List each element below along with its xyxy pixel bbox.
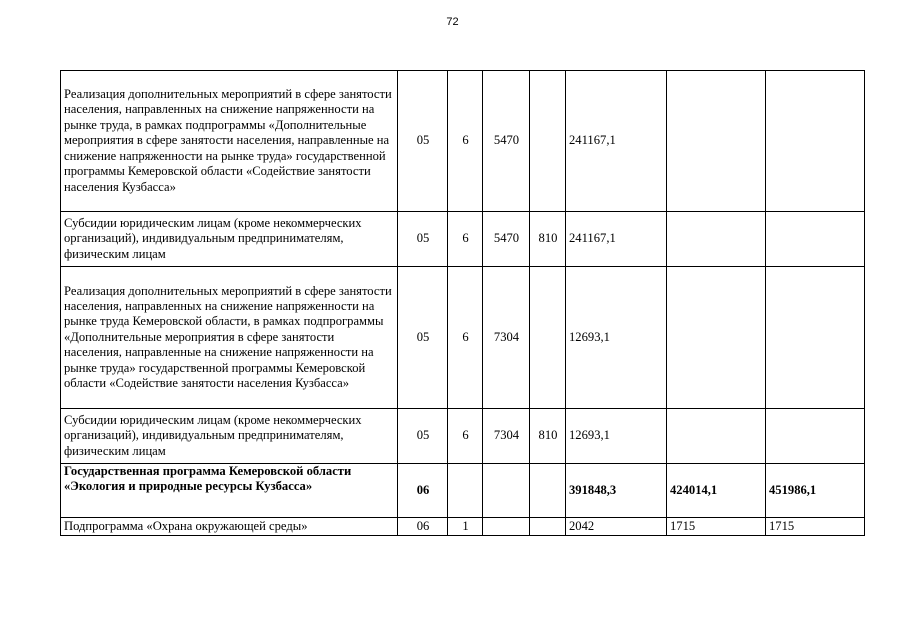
amount-year-3: 1715	[766, 518, 865, 536]
section-code: 06	[398, 464, 448, 518]
subsection-code: 6	[448, 267, 483, 409]
amount-year-2	[667, 267, 766, 409]
section-code: 05	[398, 409, 448, 464]
row-description: Субсидии юридическим лицам (кроме некоммерческих организаций), индивидуальным предпринимателям, физическим лицам	[61, 212, 398, 267]
section-code: 05	[398, 212, 448, 267]
article-code	[483, 464, 530, 518]
amount-year-1: 241167,1	[566, 71, 667, 212]
amount-year-2	[667, 71, 766, 212]
amount-year-3	[766, 267, 865, 409]
section-code: 05	[398, 71, 448, 212]
expense-type-code: 810	[530, 212, 566, 267]
row-description: Государственная программа Кемеровской области «Экология и природные ресурсы Кузбасса»	[61, 464, 398, 518]
table-row	[61, 518, 865, 536]
article-code: 7304	[483, 267, 530, 409]
subsection-code: 6	[448, 212, 483, 267]
expense-type-code	[530, 518, 566, 536]
subsection-code: 1	[448, 518, 483, 536]
row-description: Подпрограмма «Охрана окружающей среды»	[61, 518, 398, 536]
table-row	[61, 464, 865, 518]
amount-year-3: 451986,1	[766, 464, 865, 518]
section-code: 06	[398, 518, 448, 536]
row-description: Реализация дополнительных мероприятий в сфере занятости населения, направленных на снижение напряженности на рынке труда Кемеровской области, в рамках подпрограммы «Дополнительные мероприятия в сфере занятости населения, направленные на снижение напряженности на рынке труда» государственной программы Кемеровской области «Содействие занятости населения Кузбасса»	[61, 267, 398, 409]
amount-year-1: 391848,3	[566, 464, 667, 518]
amount-year-1: 241167,1	[566, 212, 667, 267]
page-number: 72	[446, 16, 459, 28]
table-row	[61, 267, 865, 409]
article-code: 5470	[483, 71, 530, 212]
budget-table	[60, 70, 865, 536]
article-code	[483, 518, 530, 536]
amount-year-1: 12693,1	[566, 409, 667, 464]
table-row	[61, 409, 865, 464]
amount-year-2: 1715	[667, 518, 766, 536]
article-code: 7304	[483, 409, 530, 464]
subsection-code: 6	[448, 409, 483, 464]
section-code: 05	[398, 267, 448, 409]
expense-type-code	[530, 464, 566, 518]
table-row	[61, 71, 865, 212]
amount-year-1: 12693,1	[566, 267, 667, 409]
amount-year-3	[766, 409, 865, 464]
amount-year-2	[667, 212, 766, 267]
amount-year-1: 2042	[566, 518, 667, 536]
article-code: 5470	[483, 212, 530, 267]
subsection-code	[448, 464, 483, 518]
expense-type-code	[530, 71, 566, 212]
amount-year-2: 424014,1	[667, 464, 766, 518]
expense-type-code: 810	[530, 409, 566, 464]
subsection-code: 6	[448, 71, 483, 212]
expense-type-code	[530, 267, 566, 409]
table-row	[61, 212, 865, 267]
amount-year-3	[766, 71, 865, 212]
row-description: Реализация дополнительных мероприятий в сфере занятости населения, направленных на снижение напряженности на рынке труда, в рамках подпрограммы «Дополнительные мероприятия в сфере занятости населения, направленные на снижение напряженности на рынке труда» государственной программы Кемеровской области «Содействие занятости населения Кузбасса»	[61, 71, 398, 212]
amount-year-3	[766, 212, 865, 267]
row-description: Субсидии юридическим лицам (кроме некоммерческих организаций), индивидуальным предпринимателям, физическим лицам	[61, 409, 398, 464]
amount-year-2	[667, 409, 766, 464]
